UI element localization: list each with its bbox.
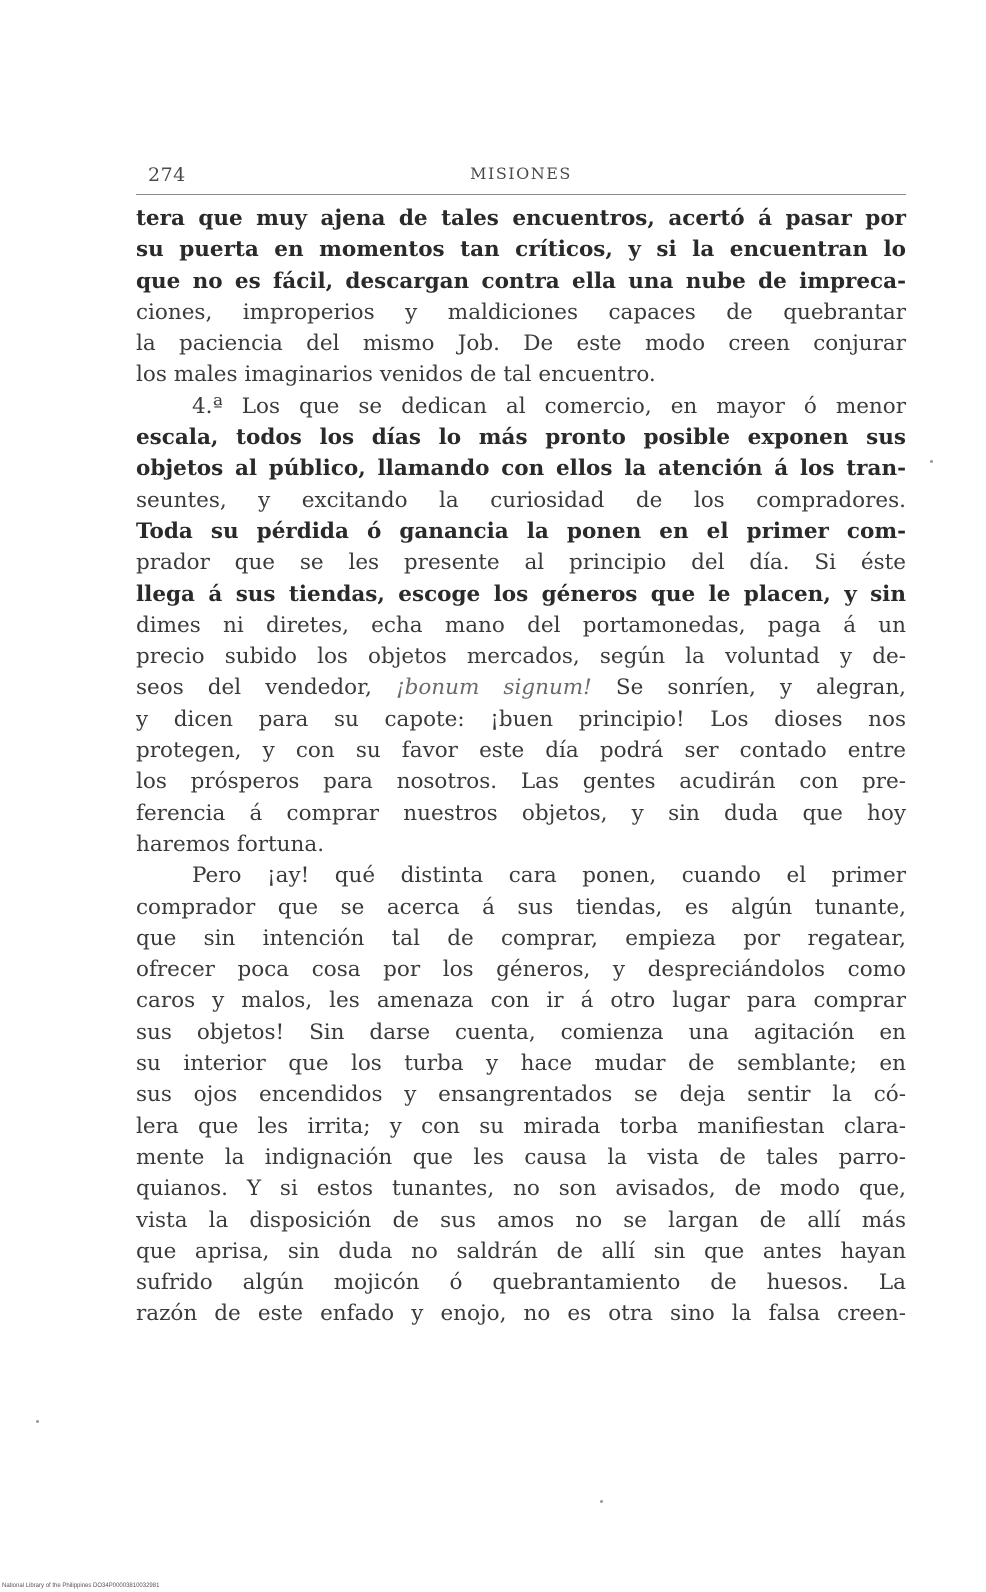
text-line: Pero ¡ay! qué distinta cara ponen, cuando el primer — [192, 863, 906, 889]
text-line: seuntes, y excitando la curiosidad de los compradores. — [136, 487, 906, 513]
text-line: prador que se les presente al principio del día. Si éste — [136, 550, 906, 576]
page-header — [136, 164, 906, 195]
text-line: sufrido algún mojicón ó quebrantamiento de huesos. La — [136, 1270, 906, 1296]
latin-phrase: ¡bonum signum! — [395, 675, 592, 701]
paper-speck — [930, 460, 933, 463]
text-line: lera que les irrita; y con su mirada torba manifiestan clara- — [136, 1113, 906, 1139]
text-line: 4.ª Los que se dedican al comercio, en mayor ó menor — [192, 393, 906, 419]
text-line: la paciencia del mismo Job. De este modo creen conjurar — [136, 331, 906, 357]
paper-speck — [600, 1500, 603, 1503]
text-line: dimes ni diretes, echa mano del portamonedas, paga á un — [136, 612, 906, 638]
text-line: que no es fácil, descargan contra ella una nube de impreca- — [136, 268, 906, 294]
text-line: ciones, improperios y maldiciones capaces de quebrantar — [136, 299, 906, 325]
text-line: mente la indignación que les causa la vista de tales parro- — [136, 1144, 906, 1170]
paper-speck — [36, 1420, 39, 1423]
body-text — [136, 203, 906, 1330]
text-line: ferencia á comprar nuestros objetos, y sin duda que hoy — [136, 800, 906, 826]
text-line: los prósperos para nosotros. Las gentes acudirán con pre- — [136, 769, 906, 795]
text-segment: Se sonríen, y alegran, — [615, 675, 906, 701]
text-line: objetos al público, llamando con ellos la atención á los tran- — [136, 456, 906, 482]
text-line: su interior que los turba y hace mudar de semblante; en — [136, 1051, 906, 1077]
text-line: razón de este enfado y enojo, no es otra sino la falsa creen- — [136, 1301, 906, 1327]
page-number: 274 — [148, 164, 186, 186]
text-line: los males imaginarios venidos de tal encuentro. — [136, 362, 656, 388]
text-line: Toda su pérdida ó ganancia la ponen en el primer com- — [136, 518, 906, 544]
text-line: que aprisa, sin duda no saldrán de allí sin que antes hayan — [136, 1238, 906, 1264]
text-line: protegen, y con su favor este día podrá ser contado entre — [136, 738, 906, 764]
text-line: precio subido los objetos mercados, según la voluntad y de- — [136, 644, 906, 670]
text-line: vista la disposición de sus amos no se largan de allí más — [136, 1207, 906, 1233]
library-credit: National Library of the Philippines DO34P00003810032981 — [2, 1583, 160, 1589]
text-segment: seos del vendedor, — [136, 675, 372, 701]
text-line: que sin intención tal de comprar, empieza por regatear, — [136, 925, 906, 951]
text-line: sus ojos encendidos y ensangrentados se deja sentir la có- — [136, 1082, 906, 1108]
text-line: tera que muy ajena de tales encuentros, acertó á pasar por — [136, 206, 906, 231]
running-title: MISIONES — [470, 164, 572, 183]
text-line: caros y malos, les amenaza con ir á otro lugar para comprar — [136, 988, 906, 1014]
text-line: ofrecer poca cosa por los géneros, y despreciándolos como — [136, 957, 906, 983]
text-line: comprador que se acerca á sus tiendas, es algún tunante, — [136, 894, 906, 920]
text-line: y dicen para su capote: ¡buen principio! Los dioses nos — [136, 706, 906, 732]
text-line-mixed — [136, 672, 906, 703]
text-line: sus objetos! Sin darse cuenta, comienza una agitación en — [136, 1019, 906, 1045]
text-line: llega á sus tiendas, escoge los géneros que le placen, y sin — [136, 581, 906, 607]
text-line: haremos fortuna. — [136, 831, 325, 857]
text-line: quianos. Y si estos tunantes, no son avisados, de modo que, — [136, 1176, 906, 1202]
text-line: su puerta en momentos tan críticos, y si la encuentran lo — [136, 237, 906, 263]
text-line: escala, todos los días lo más pronto posible exponen sus — [136, 425, 906, 451]
